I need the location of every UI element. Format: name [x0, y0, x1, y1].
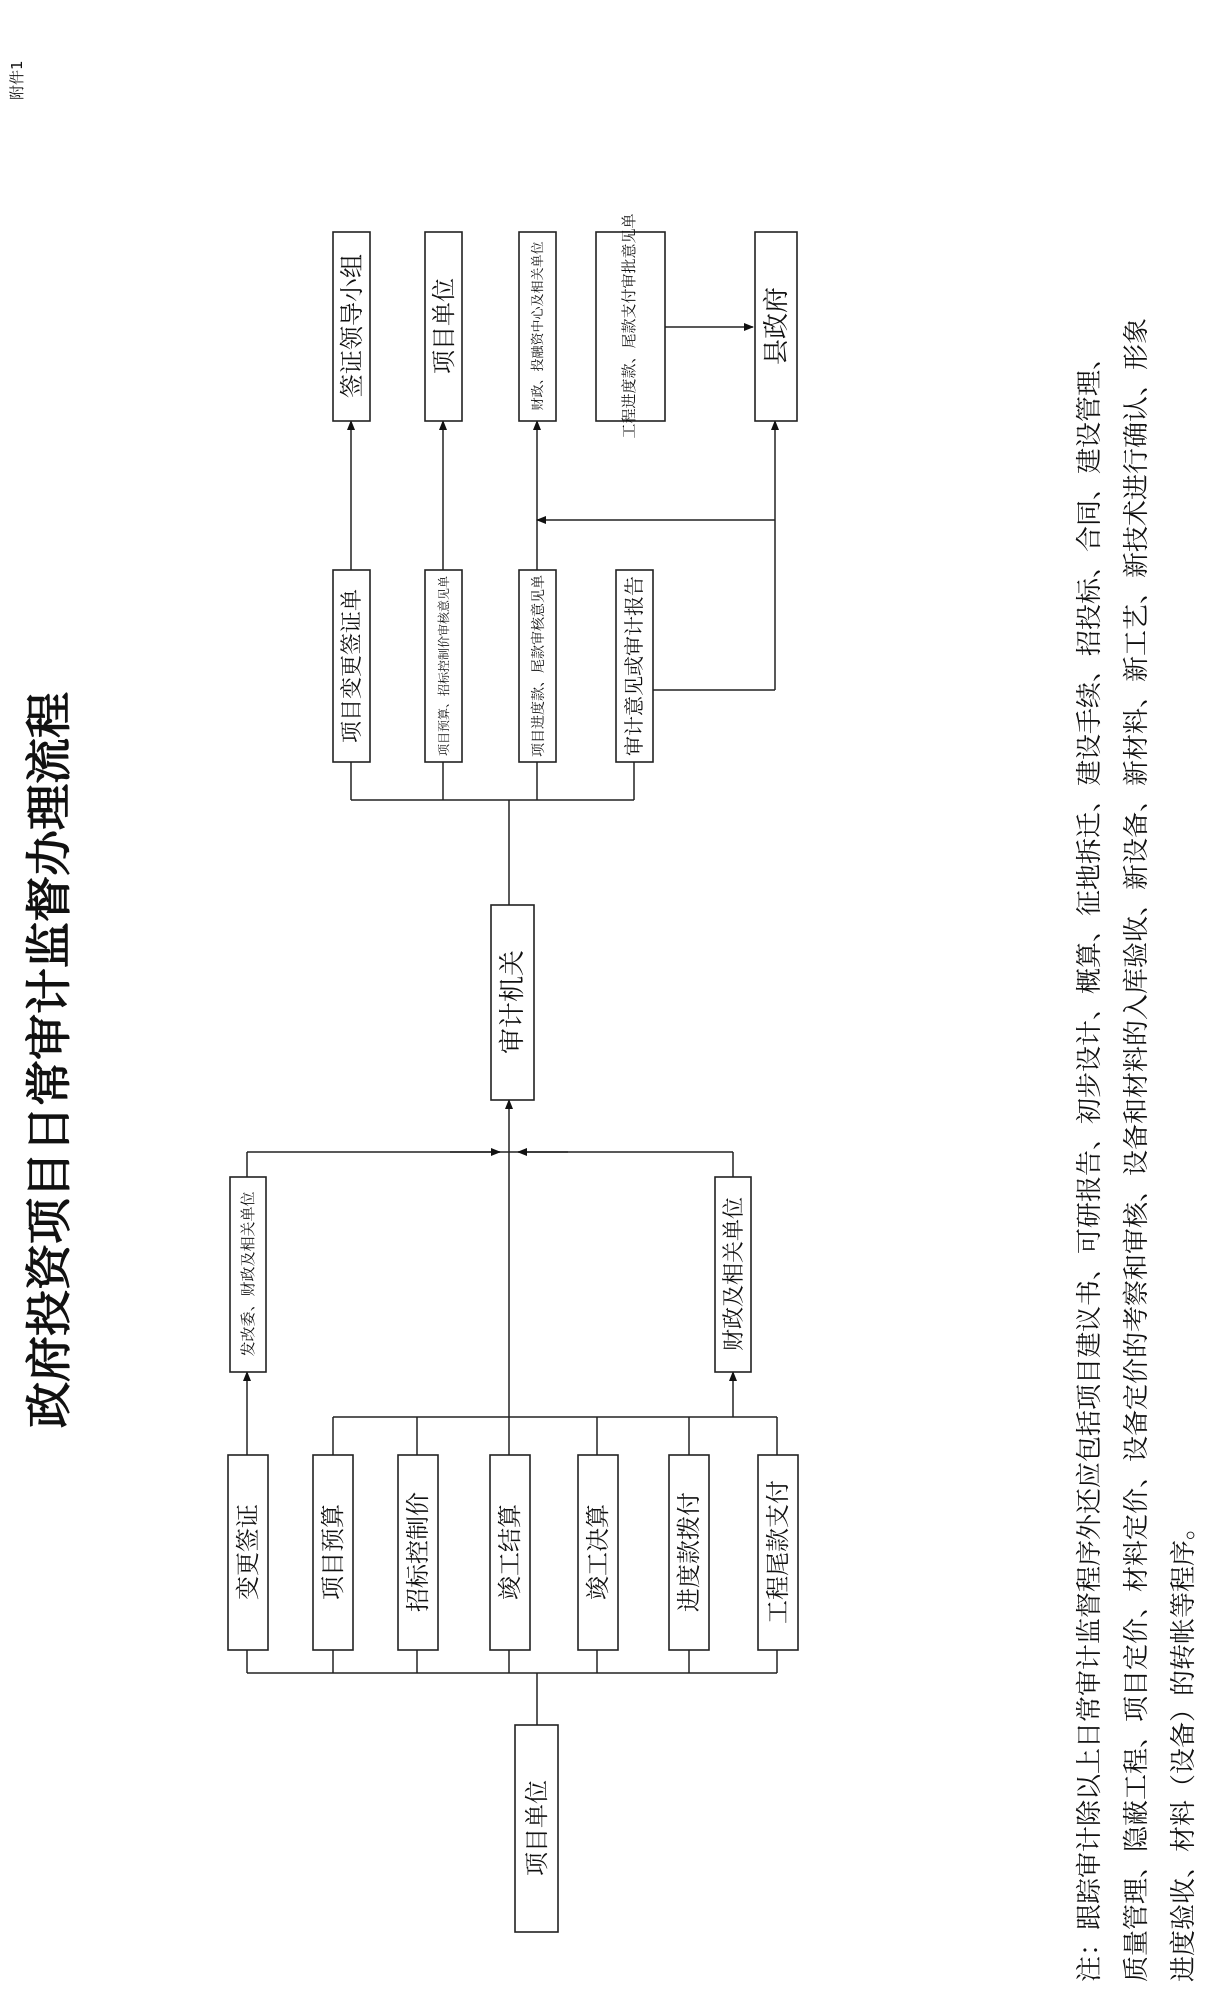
- svg-text:审计意见或审计报告: 审计意见或审计报告: [622, 576, 646, 756]
- svg-text:项目预算: 项目预算: [319, 1504, 347, 1600]
- node-out-audit-report: [616, 570, 653, 762]
- svg-text:项目变更签证单: 项目变更签证单: [340, 588, 365, 744]
- node-completion-settlement: [490, 1455, 530, 1650]
- node-audit-office: [491, 905, 534, 1100]
- node-completion-final-accounts: [578, 1455, 618, 1650]
- note-line-3: 进度验收、材料（设备）的转帐等程序。: [1169, 1513, 1199, 1982]
- svg-text:项目进度款、尾款审核意见单: 项目进度款、尾款审核意见单: [531, 575, 547, 757]
- note-line-1: 注：跟踪审计除以上日常审计监督程序外还应包括项目建议书、可研报告、初步设计、概算、征地拆迁、建设手续、招投标、合同、建设管理、: [1075, 343, 1105, 1982]
- svg-text:变更签证: 变更签证: [234, 1504, 262, 1600]
- page-title: 政府投资项目日常审计监督办理流程: [22, 692, 76, 1428]
- svg-text:竣工结算: 竣工结算: [496, 1504, 524, 1600]
- node-out-payment-opinion: [519, 570, 556, 762]
- svg-text:工程进度款、尾款支付审批意见单: 工程进度款、尾款支付审批意见单: [620, 213, 638, 439]
- svg-text:进度款拨付: 进度款拨付: [675, 1492, 703, 1612]
- svg-text:县政府: 县政府: [762, 286, 792, 366]
- svg-text:财政、投融资中心及相关单位: 财政、投融资中心及相关单位: [531, 241, 546, 411]
- node-change-visa: [228, 1455, 268, 1650]
- svg-text:竣工决算: 竣工决算: [584, 1504, 612, 1600]
- svg-text:项目单位: 项目单位: [523, 1780, 551, 1876]
- node-finance-related: [715, 1177, 751, 1372]
- node-dev-reform-finance: [230, 1177, 266, 1372]
- node-progress-payment: [669, 1455, 709, 1650]
- node-finance-invest-center: [519, 232, 556, 421]
- svg-text:招标控制价: 招标控制价: [404, 1492, 432, 1612]
- node-project-unit-right: [425, 232, 462, 421]
- node-project-budget: [313, 1455, 353, 1650]
- svg-text:发改委、财政及相关单位: 发改委、财政及相关单位: [239, 1191, 257, 1357]
- svg-text:签证领导小组: 签证领导小组: [338, 254, 366, 398]
- node-county-gov: [755, 232, 797, 421]
- svg-text:项目单位: 项目单位: [430, 278, 458, 374]
- svg-text:工程尾款支付: 工程尾款支付: [764, 1480, 792, 1624]
- node-project-unit: [515, 1725, 558, 1932]
- node-visa-leading-group: [333, 232, 370, 421]
- node-out-change-visa-form: [333, 570, 370, 762]
- node-final-payment: [758, 1455, 798, 1650]
- svg-text:审计机关: 审计机关: [498, 949, 528, 1055]
- node-out-budget-opinion: [425, 570, 462, 762]
- node-bid-control: [398, 1455, 438, 1650]
- svg-text:财政及相关单位: 财政及相关单位: [722, 1196, 747, 1352]
- svg-text:项目预算、招标控制价审核意见单: 项目预算、招标控制价审核意见单: [437, 575, 451, 757]
- node-payment-approval: [596, 213, 665, 438]
- attachment-label: 附件1: [8, 60, 26, 100]
- note-line-2: 质量管理、隐蔽工程、项目定价、材料定价、设备定价的考察和审核、设备和材料的入库验收、新设备、新材料、新工艺、新技术进行确认、形象: [1122, 317, 1152, 1982]
